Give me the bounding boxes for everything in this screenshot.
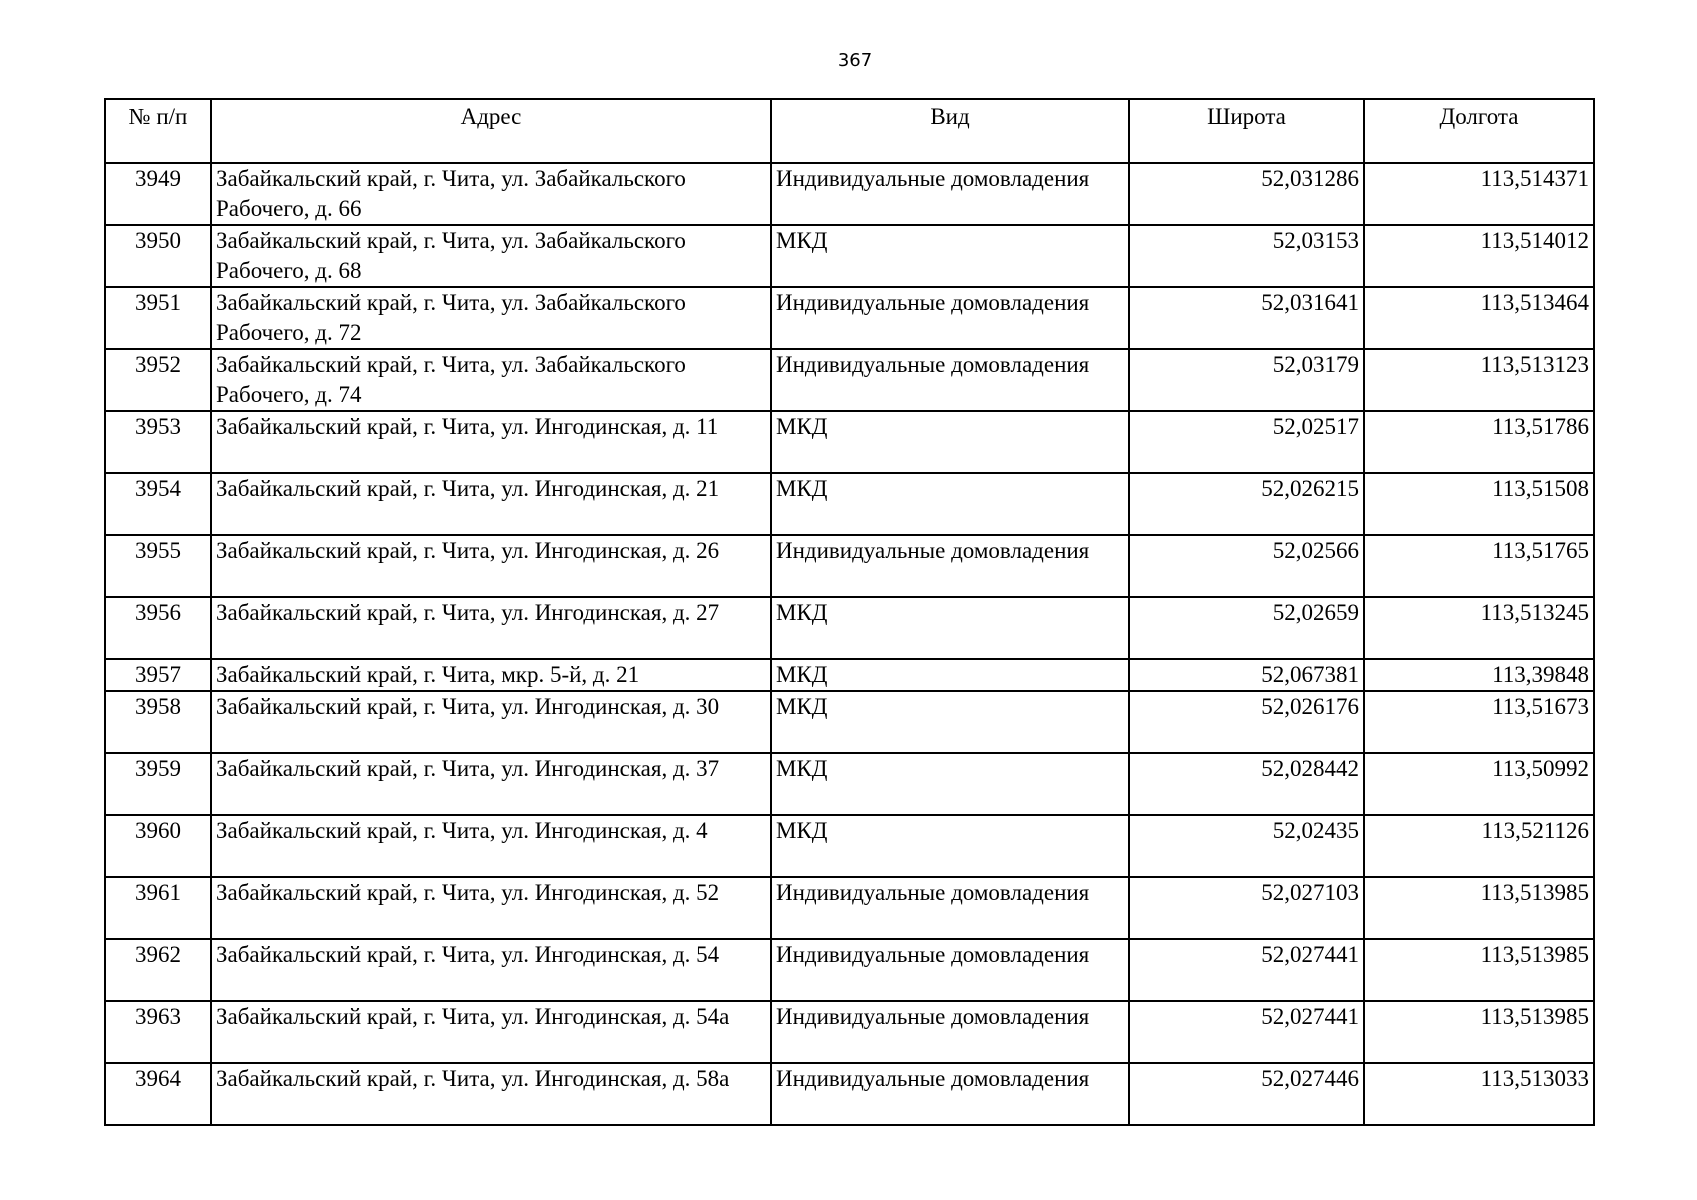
table-row [105,815,1594,877]
row-longitude-cell: 113,513985 [1364,877,1594,939]
row-address-cell: Забайкальский край, г. Чита, ул. Ингодинская, д. 21 [211,473,771,535]
row-address-cell: Забайкальский край, г. Чита, ул. Ингодинская, д. 4 [211,815,771,877]
table-header-row [105,99,1594,163]
row-number-cell: 3960 [105,815,211,877]
row-number-cell: 3958 [105,691,211,753]
row-number-cell: 3962 [105,939,211,1001]
row-number-cell: 3952 [105,349,211,411]
row-address-cell: Забайкальский край, г. Чита, ул. Забайкальского Рабочего, д. 68 [211,225,771,287]
row-longitude-cell: 113,521126 [1364,815,1594,877]
table-row [105,473,1594,535]
row-type-cell: Индивидуальные домовладения [771,163,1129,225]
header-number: № п/п [105,99,211,163]
row-address-cell: Забайкальский край, г. Чита, ул. Ингодинская, д. 37 [211,753,771,815]
row-longitude-cell: 113,51508 [1364,473,1594,535]
table-row [105,225,1594,287]
row-latitude-cell: 52,031286 [1129,163,1364,225]
row-latitude-cell: 52,031641 [1129,287,1364,349]
row-type-cell: Индивидуальные домовладения [771,1001,1129,1063]
row-address-cell: Забайкальский край, г. Чита, ул. Ингодинская, д. 58а [211,1063,771,1125]
row-type-cell: МКД [771,597,1129,659]
row-longitude-cell: 113,51765 [1364,535,1594,597]
table-row [105,287,1594,349]
row-latitude-cell: 52,02659 [1129,597,1364,659]
row-latitude-cell: 52,028442 [1129,753,1364,815]
row-latitude-cell: 52,02435 [1129,815,1364,877]
row-type-cell: МКД [771,753,1129,815]
row-longitude-cell: 113,513464 [1364,287,1594,349]
table-row [105,939,1594,1001]
row-latitude-cell: 52,026215 [1129,473,1364,535]
row-type-cell: Индивидуальные домовладения [771,939,1129,1001]
table-row [105,597,1594,659]
row-address-cell: Забайкальский край, г. Чита, ул. Ингодинская, д. 54 [211,939,771,1001]
header-latitude: Широта [1129,99,1364,163]
row-number-cell: 3954 [105,473,211,535]
row-type-cell: Индивидуальные домовладения [771,287,1129,349]
table-row [105,691,1594,753]
row-number-cell: 3949 [105,163,211,225]
row-number-cell: 3953 [105,411,211,473]
row-longitude-cell: 113,39848 [1364,659,1594,691]
row-number-cell: 3957 [105,659,211,691]
row-address-cell: Забайкальский край, г. Чита, мкр. 5-й, д. 21 [211,659,771,691]
row-number-cell: 3961 [105,877,211,939]
row-latitude-cell: 52,02566 [1129,535,1364,597]
row-address-cell: Забайкальский край, г. Чита, ул. Забайкальского Рабочего, д. 66 [211,163,771,225]
row-latitude-cell: 52,03153 [1129,225,1364,287]
row-type-cell: Индивидуальные домовладения [771,877,1129,939]
row-number-cell: 3950 [105,225,211,287]
row-longitude-cell: 113,51786 [1364,411,1594,473]
row-longitude-cell: 113,514012 [1364,225,1594,287]
row-latitude-cell: 52,027103 [1129,877,1364,939]
row-type-cell: МКД [771,473,1129,535]
header-type: Вид [771,99,1129,163]
row-type-cell: МКД [771,815,1129,877]
table-row [105,411,1594,473]
row-latitude-cell: 52,027441 [1129,1001,1364,1063]
row-type-cell: МКД [771,225,1129,287]
page-number: 367 [837,50,873,71]
row-longitude-cell: 113,513985 [1364,1001,1594,1063]
row-latitude-cell: 52,027446 [1129,1063,1364,1125]
table-row [105,535,1594,597]
row-longitude-cell: 113,513245 [1364,597,1594,659]
table-row [105,753,1594,815]
header-longitude: Долгота [1364,99,1594,163]
row-longitude-cell: 113,513123 [1364,349,1594,411]
row-type-cell: Индивидуальные домовладения [771,1063,1129,1125]
table-row [105,1001,1594,1063]
address-registry-table [104,98,1595,1126]
row-address-cell: Забайкальский край, г. Чита, ул. Ингодинская, д. 52 [211,877,771,939]
row-address-cell: Забайкальский край, г. Чита, ул. Ингодинская, д. 30 [211,691,771,753]
row-number-cell: 3956 [105,597,211,659]
row-type-cell: МКД [771,411,1129,473]
row-type-cell: Индивидуальные домовладения [771,349,1129,411]
row-number-cell: 3959 [105,753,211,815]
table-row [105,1063,1594,1125]
row-latitude-cell: 52,067381 [1129,659,1364,691]
row-address-cell: Забайкальский край, г. Чита, ул. Забайкальского Рабочего, д. 72 [211,287,771,349]
header-address: Адрес [211,99,771,163]
row-latitude-cell: 52,02517 [1129,411,1364,473]
row-address-cell: Забайкальский край, г. Чита, ул. Ингодинская, д. 54а [211,1001,771,1063]
row-number-cell: 3963 [105,1001,211,1063]
table-row [105,163,1594,225]
row-latitude-cell: 52,027441 [1129,939,1364,1001]
row-number-cell: 3964 [105,1063,211,1125]
row-longitude-cell: 113,514371 [1364,163,1594,225]
row-address-cell: Забайкальский край, г. Чита, ул. Забайкальского Рабочего, д. 74 [211,349,771,411]
row-longitude-cell: 113,51673 [1364,691,1594,753]
row-type-cell: МКД [771,659,1129,691]
row-address-cell: Забайкальский край, г. Чита, ул. Ингодинская, д. 27 [211,597,771,659]
row-number-cell: 3951 [105,287,211,349]
row-address-cell: Забайкальский край, г. Чита, ул. Ингодинская, д. 11 [211,411,771,473]
row-type-cell: Индивидуальные домовладения [771,535,1129,597]
table-row [105,349,1594,411]
row-number-cell: 3955 [105,535,211,597]
row-longitude-cell: 113,513033 [1364,1063,1594,1125]
row-type-cell: МКД [771,691,1129,753]
row-latitude-cell: 52,026176 [1129,691,1364,753]
table-row [105,659,1594,691]
row-longitude-cell: 113,50992 [1364,753,1594,815]
table-row [105,877,1594,939]
row-latitude-cell: 52,03179 [1129,349,1364,411]
row-address-cell: Забайкальский край, г. Чита, ул. Ингодинская, д. 26 [211,535,771,597]
row-longitude-cell: 113,513985 [1364,939,1594,1001]
